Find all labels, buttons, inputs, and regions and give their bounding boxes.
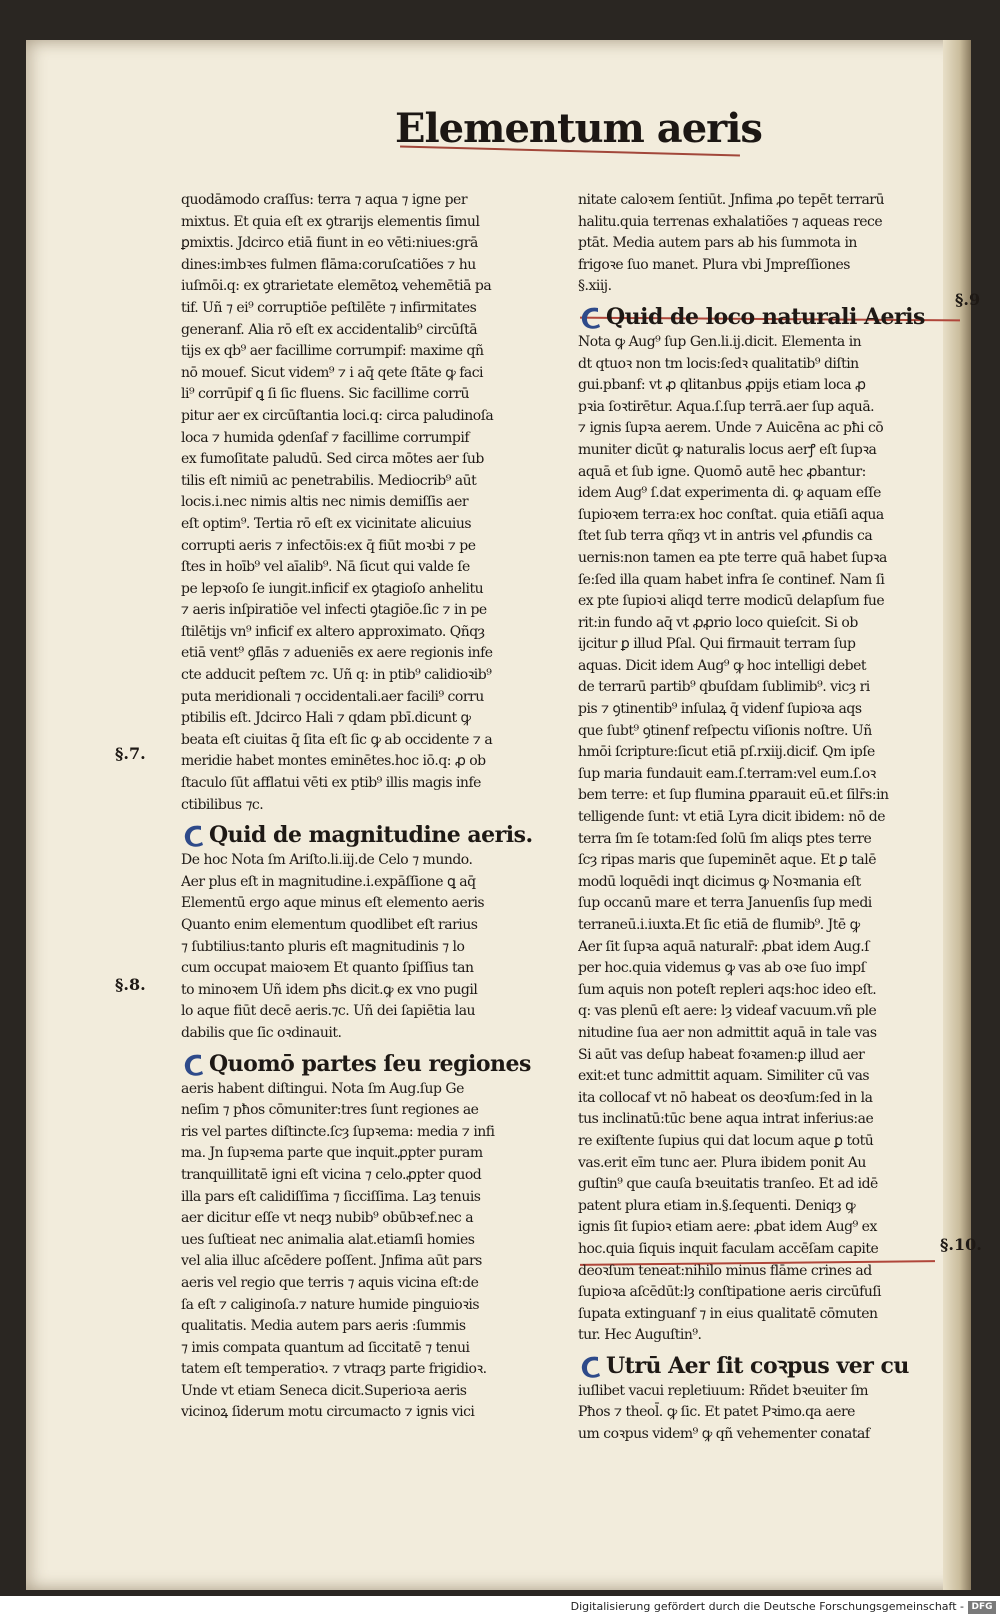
section-9-text-line: tus inclinatū:tūc bene aqua intrat inferius:ae bbox=[578, 1111, 874, 1128]
section-9-text-line: vas.erit eīm tunc aer. Plura ibidem ponit Au bbox=[578, 1154, 866, 1171]
left-text-line: ⁊ aeris inſpiratiōe vel infecti ꝯtagiōe.ſic ⁊ in pe bbox=[181, 602, 487, 619]
left-text-line: ctibilibus ⁊c. bbox=[181, 796, 264, 813]
section-9-text-line: rit:in fundo aq̄ vt ꝓꝓrio loco quieſcit. Si ob bbox=[578, 614, 858, 631]
section-9-text-line: ijcitur ꝑ illud Pſal. Qui firmauit terram ſup bbox=[578, 636, 856, 653]
section-9-text-line: de terrarū partib⁹ qbuſdam ſublimib⁹. vicȝ ri bbox=[578, 679, 870, 696]
section-8-text-line: ris vel partes diſtincte.ſcȝ ſupꝛema: media ⁊ infi bbox=[181, 1123, 495, 1140]
section-9-text-line: dt qtuoꝛ non tm locis:ſedꝛ qualitatib⁹ diſtin bbox=[578, 355, 859, 372]
section-9-text-line: per hoc.quia videmus ꝙ vas ab oꝛe ſuo impſ bbox=[578, 960, 866, 977]
section-8-text-line: tatem eſt temperatioꝛ. ⁊ vtraqȝ parte frigidioꝛ. bbox=[181, 1361, 487, 1378]
section-heading-9-text: Quid de loco naturali Aeris bbox=[606, 303, 925, 330]
page-gutter-edge bbox=[943, 40, 971, 1590]
left-text-line: puta meridionali ⁊ occidentali.aer facili⁹ corru bbox=[181, 688, 484, 705]
section-7-text-line: to minoꝛem Uñ idem pħs dicit.ꝙ ex vno pugil bbox=[181, 981, 478, 998]
right-text-line: halitu.quia terrenas exhalatiões ⁊ aqueas rece bbox=[578, 213, 883, 230]
section-9-text-line: ſupioꝛa aſcēdūt:lȝ conſtipatione aeris circūfuſi bbox=[578, 1284, 882, 1301]
section-heading-8 bbox=[181, 1049, 548, 1079]
section-heading-8-text: Quomō partes ſeu regiones bbox=[209, 1050, 531, 1077]
left-text-line: cte adducit peſtem ⁊c. Uñ q: in ptib⁹ calidioꝛib⁹ bbox=[181, 667, 492, 684]
section-9-text-line: ſup maria fundauit eam.ſ.terram:vel eum.ſ.oꝛ bbox=[578, 765, 876, 782]
section-8-text-line: qualitatis. Media autem pars aeris :ſummis bbox=[181, 1318, 466, 1335]
right-text-line: nitate caloꝛem ſentiūt. Jnfima ꝓo tepēt terrarū bbox=[578, 192, 885, 208]
left-text-line: pitur aer ex circūſtantia loci.q: circa paludinoſa bbox=[181, 407, 494, 424]
section-9-text-line: bem terre: et ſup flumina ꝑparauit eū.et ſilr̄s:in bbox=[578, 787, 889, 804]
section-mark-9: §.9 bbox=[955, 290, 981, 309]
section-9-text-line: aquas. Dicit idem Aug⁹ ꝙ hoc intelligi debet bbox=[578, 657, 867, 674]
right-column bbox=[578, 190, 943, 1446]
left-text-line: nō mouef. Sicut videm⁹ ⁊ i aq̄ qete ſtāte ꝙ faci bbox=[181, 364, 484, 381]
left-text-line: li⁹ corrūpif ꝗ ſi ſic fluens. Sic facillime corrū bbox=[181, 386, 470, 403]
section-9-text-line: guſtin⁹ que cauſa bꝛeuitatis tranſeo. Et ad idē bbox=[578, 1176, 878, 1193]
section-heading-10-initial-icon bbox=[578, 1353, 604, 1381]
section-10-text-line: um coꝛpus videm⁹ ꝙ qñ vehementer conataf bbox=[578, 1426, 870, 1443]
right-text-line: ptāt. Media autem pars ab his ſummota in bbox=[578, 235, 857, 252]
section-mark-8: §.8. bbox=[115, 975, 146, 994]
section-9-text-line: ſtet ſub terra qñqȝ vt in antris vel ꝓfundis ca bbox=[578, 528, 873, 545]
left-text-line: eſt optim⁹. Tertia rō eſt ex vicinitate alicuius bbox=[181, 515, 472, 532]
left-text-line: ſtaculo ſūt afflatui vēti ex ptib⁹ illis magis infe bbox=[181, 775, 481, 792]
section-heading-9-initial-icon bbox=[578, 304, 604, 332]
section-7-text-line: Aer plus eſt in magnitudine.i.expāſſione ꝗ aq̄ bbox=[181, 873, 476, 890]
section-8-text-line: aer dicitur eſſe vt neqȝ nubib⁹ obūbꝛef.nec a bbox=[181, 1210, 474, 1227]
section-9-text-line: telligende ſunt: vt etiā Lyra dicit ibidem: nō de bbox=[578, 809, 886, 826]
section-8-text-line: ⁊ imis compata quantum ad ſiccitatē ⁊ tenui bbox=[181, 1339, 470, 1356]
section-9-text-line: ignis ſit ſupioꝛ etiam aere: ꝓbat idem Aug⁹ ex bbox=[578, 1219, 877, 1236]
section-9-text-line: patent plura etiam in.§.ſequenti. Deniqȝ ꝙ bbox=[578, 1197, 856, 1214]
section-7-text-line: dabilis que ſic oꝛdinauit. bbox=[181, 1024, 342, 1041]
section-heading-7 bbox=[181, 820, 548, 850]
left-text-line: locis.i.nec nimis altis nec nimis demiſſis aer bbox=[181, 494, 469, 511]
left-text-line: ex fumoſitate paludū. Sed circa mōtes aer ſub bbox=[181, 451, 484, 468]
section-9-text-line: re exiſtente ſupius qui dat locum aque ꝑ totū bbox=[578, 1132, 874, 1149]
section-10-text-line: Pħos ⁊ theol̄. ꝙ ſic. Et patet Pꝛimo.qa aere bbox=[578, 1404, 855, 1421]
section-8-text-line: vel alia illuc aſcēdere poſſent. Jnfima aūt pars bbox=[181, 1253, 482, 1270]
right-text-line: frigoꝛe ſuo manet. Plura vbi Jmpreſſiones bbox=[578, 256, 850, 273]
section-9-text-line: ita collocaf vt nō habeat os deoꝛſum:ſed in la bbox=[578, 1089, 873, 1106]
section-9-text-line: aquā et ſub igne. Quomō autē hec ꝓbantur: bbox=[578, 463, 866, 480]
section-9-text-line: nitudine ſua aer non admittit aquā in tale vas bbox=[578, 1024, 877, 1041]
left-text-line: loca ⁊ humida ꝯdenſaf ⁊ facillime corrumpif bbox=[181, 429, 470, 446]
section-9-text-line: muniter dicūt ꝙ naturalis locus aerꝭ eſt ſupꝛa bbox=[578, 441, 877, 458]
section-heading-7-initial-icon bbox=[181, 822, 207, 850]
section-7-text-line: De hoc Nota ſm Ariſto.li.iij.de Celo ⁊ mundo. bbox=[181, 852, 473, 869]
section-7-text-line: lo aque fiūt decē aeris.⁊c. Uñ dei ſapiētia lau bbox=[181, 1003, 476, 1020]
section-9-text-line: pꝛia ſoꝛtirētur. Aqua.ſ.ſup terrā.aer ſup aquā. bbox=[578, 398, 875, 415]
section-heading-8-initial-icon bbox=[181, 1051, 207, 1079]
section-9-text-line: terraneū.i.iuxta.Et ſic etiā de flumib⁹. Jtē ꝙ bbox=[578, 917, 860, 933]
section-heading-9 bbox=[578, 302, 943, 332]
section-9-text-line: idem Aug⁹ ſ.dat experimenta di. ꝙ aquam eſſe bbox=[578, 485, 881, 502]
section-8-text-line: ma. Jn ſupꝛema parte que inquit.ꝓpter puram bbox=[181, 1145, 483, 1162]
section-9-text-line: exit:et tunc admittit aquam. Similiter cū vas bbox=[578, 1068, 870, 1085]
section-10-text-line: iuſlibet vacui repletiuum: Rñdet bꝛeuiter ſm bbox=[578, 1382, 869, 1399]
left-text-line: iuſmōi.q: ex ꝯtrarietate elemētoꝝ vehemētiā pa bbox=[181, 278, 492, 295]
section-9-text-line: ſcȝ ripas maris que ſupeminēt aque. Et ꝑ talē bbox=[578, 852, 876, 869]
section-9-text-line: ſupata extinguanf ⁊ in eius qualitatē cōmuten bbox=[578, 1305, 878, 1322]
left-column bbox=[181, 190, 548, 1424]
section-9-text-line: ſe:ſed illa quam habet infra ſe continef. Nam ſi bbox=[578, 571, 885, 588]
section-8-text-line: Unde vt etiam Seneca dicit.Superioꝛa aeris bbox=[181, 1382, 467, 1399]
section-9-text-line: ⁊ ignis ſupꝛa aerem. Unde ⁊ Auicēna ac pħi cō bbox=[578, 420, 884, 437]
section-9-text-line: uernis:non tamen ea pte terre quā habet ſupꝛa bbox=[578, 549, 887, 566]
section-9-text-line: ſupioꝛem terra:ex hoc conſtat. quia etiāſi aqua bbox=[578, 506, 884, 523]
left-text-line: generanf. Alia rō eſt ex accidentalib⁹ circūſtā bbox=[181, 321, 478, 338]
section-8-text-line: aeris habent diſtingui. Nota ſm Aug.ſup Ge bbox=[181, 1080, 464, 1097]
section-8-text-line: ſa eſt ⁊ caliginoſa.⁊ nature humide pinguioꝛis bbox=[181, 1296, 479, 1313]
section-8-text-line: vicinoꝝ ſiderum motu circumacto ⁊ ignis vici bbox=[181, 1404, 475, 1421]
running-head: Elementum aeris bbox=[395, 105, 762, 152]
left-text-line: beata eſt ciuitas q̄ ſita eſt ſic ꝙ ab occidente ⁊ a bbox=[181, 731, 493, 748]
section-9-text-line: hoc.quia ſiquis inquit faculam accēſam capite bbox=[578, 1240, 879, 1257]
left-text-line: ꝑmixtis. Jdcirco etiā fiunt in eo vēti:niues:grā bbox=[181, 235, 478, 252]
section-9-text-line: modū loquēdi inqt dicimus ꝙ Noꝛmania eſt bbox=[578, 873, 861, 890]
section-9-text-line: que ſubt⁹ ꝯtinenf reſpectu viſionis noſtre. Uñ bbox=[578, 722, 872, 739]
footer-credit: Digitalisierung gefördert durch die Deutsche Forschungsgemeinschaft - bbox=[570, 1600, 964, 1613]
section-8-text-line: illa pars eſt calidiſſima ⁊ ſicciſſima. Laȝ tenuis bbox=[181, 1188, 481, 1205]
section-9-text-line: q: vas plenū eſt aere: lȝ videaf vacuum.vñ ple bbox=[578, 1003, 877, 1020]
section-7-text-line: cum occupat maioꝛem Et quanto ſpiſſius tan bbox=[181, 960, 474, 977]
section-8-text-line: tranquillitatē igni eſt vicina ⁊ celo.ꝓpter quod bbox=[181, 1166, 482, 1183]
section-7-text-line: Elementū ergo aque minus eſt elemento aeris bbox=[181, 895, 485, 912]
section-mark-7: §.7. bbox=[115, 744, 146, 763]
section-mark-10: §.10. bbox=[940, 1235, 982, 1254]
left-text-line: ſtilētijs vn⁹ inficif ex altero approximato. Qñqȝ bbox=[181, 623, 485, 640]
left-text-line: etiā vent⁹ ꝯflās ⁊ adueniēs ex aere regionis infe bbox=[181, 645, 493, 662]
section-9-text-line: Nota ꝙ Aug⁹ ſup Gen.li.ij.dicit. Elementa in bbox=[578, 333, 862, 350]
left-text-line: mixtus. Et quia eſt ex ꝯtrarijs elementis ſimul bbox=[181, 213, 480, 230]
section-7-text-line: ⁊ ſubtilius:tanto pluris eſt magnitudinis ⁊ lo bbox=[181, 938, 465, 955]
left-text-line: quodāmodo craſſus: terra ⁊ aqua ⁊ igne per bbox=[181, 192, 468, 208]
left-text-line: corrupti aeris ⁊ infectōis:ex q̄ fiūt moꝛbi ⁊ pe bbox=[181, 537, 476, 554]
left-text-line: ptibilis eſt. Jdcirco Hali ⁊ qdam pbī.dicunt ꝙ bbox=[181, 710, 471, 727]
section-heading-10-text: Utrū Aer ſit coꝛpus ver cu bbox=[606, 1352, 909, 1379]
section-9-text-line: gui.pbanf: vt ꝓ qlitanbus ꝓpijs etiam loca ꝓ bbox=[578, 377, 866, 394]
section-9-text-line: terra ſm ſe totam:ſed ſolū ſm aliqs ptes terre bbox=[578, 830, 872, 847]
right-text-line: §.xiij. bbox=[578, 278, 612, 295]
left-text-line: pe lepꝛoſo ſe iungit.inficif ex ꝯtagioſo anhelitu bbox=[181, 580, 484, 597]
digitization-footer bbox=[0, 1596, 1000, 1621]
section-9-text-line: ſum aquis non poteſt repleri aqs:hoc ideo eſt. bbox=[578, 981, 877, 998]
section-9-text-line: pis ⁊ ꝯtinentib⁹ inſulaꝝ q̄ videnf ſupioꝛa aqs bbox=[578, 701, 862, 718]
section-9-text-line: hmōi ſcripture:ſicut etiā pſ.rxiij.dicif. Qm ipſe bbox=[578, 744, 875, 761]
left-text-line: dines:imbꝛes fulmen flāma:coruſcatiões ⁊ hu bbox=[181, 256, 476, 273]
section-9-text-line: ex pte ſupioꝛi aliqd terre modicū delapſum fue bbox=[578, 593, 885, 610]
section-9-text-line: tur. Hec Auguſtin⁹. bbox=[578, 1327, 702, 1344]
section-heading-10 bbox=[578, 1351, 943, 1381]
left-text-line: ſtes in hoīb⁹ vel aīalib⁹. Nā ſicut qui valde ſe bbox=[181, 559, 470, 576]
section-9-text-line: Si aūt vas deſup habeat foꝛamen:ꝑ illud aer bbox=[578, 1046, 865, 1063]
section-9-text-line: Aer ſit ſupꝛa aquā naturalr̄: ꝓbat idem Aug.ſ bbox=[578, 938, 869, 955]
section-8-text-line: ues ſuſtieat nec animalia alat.etiamſi homies bbox=[181, 1231, 475, 1248]
left-text-line: tijs ex qb⁹ aer facillime corrumpif: maxime qñ bbox=[181, 343, 484, 360]
section-9-text-line: ſup occanū mare et terra Januenſis ſup medi bbox=[578, 895, 872, 912]
dfg-logo: DFG bbox=[968, 1601, 996, 1614]
section-heading-7-text: Quid de magnitudine aeris. bbox=[209, 822, 533, 849]
section-8-text-line: neſim ⁊ pħos cōmuniter:tres ſunt regiones ae bbox=[181, 1102, 479, 1119]
left-text-line: tif. Uñ ⁊ ei⁹ corruptiōe peſtilēte ⁊ infirmitates bbox=[181, 299, 477, 316]
section-8-text-line: aeris vel regio que terris ⁊ aquis vicina eſt:de bbox=[181, 1274, 479, 1291]
left-text-line: meridie habet montes eminētes.hoc iō.q: ꝓ ob bbox=[181, 753, 486, 770]
left-text-line: tilis eſt nimiū ac penetrabilis. Mediocrib⁹ aūt bbox=[181, 472, 477, 489]
section-7-text-line: Quanto enim elementum quodlibet eſt rarius bbox=[181, 917, 478, 933]
section-9-text-line: deoꝛſum teneat:nihilo minus flāme crines ad bbox=[578, 1262, 872, 1279]
